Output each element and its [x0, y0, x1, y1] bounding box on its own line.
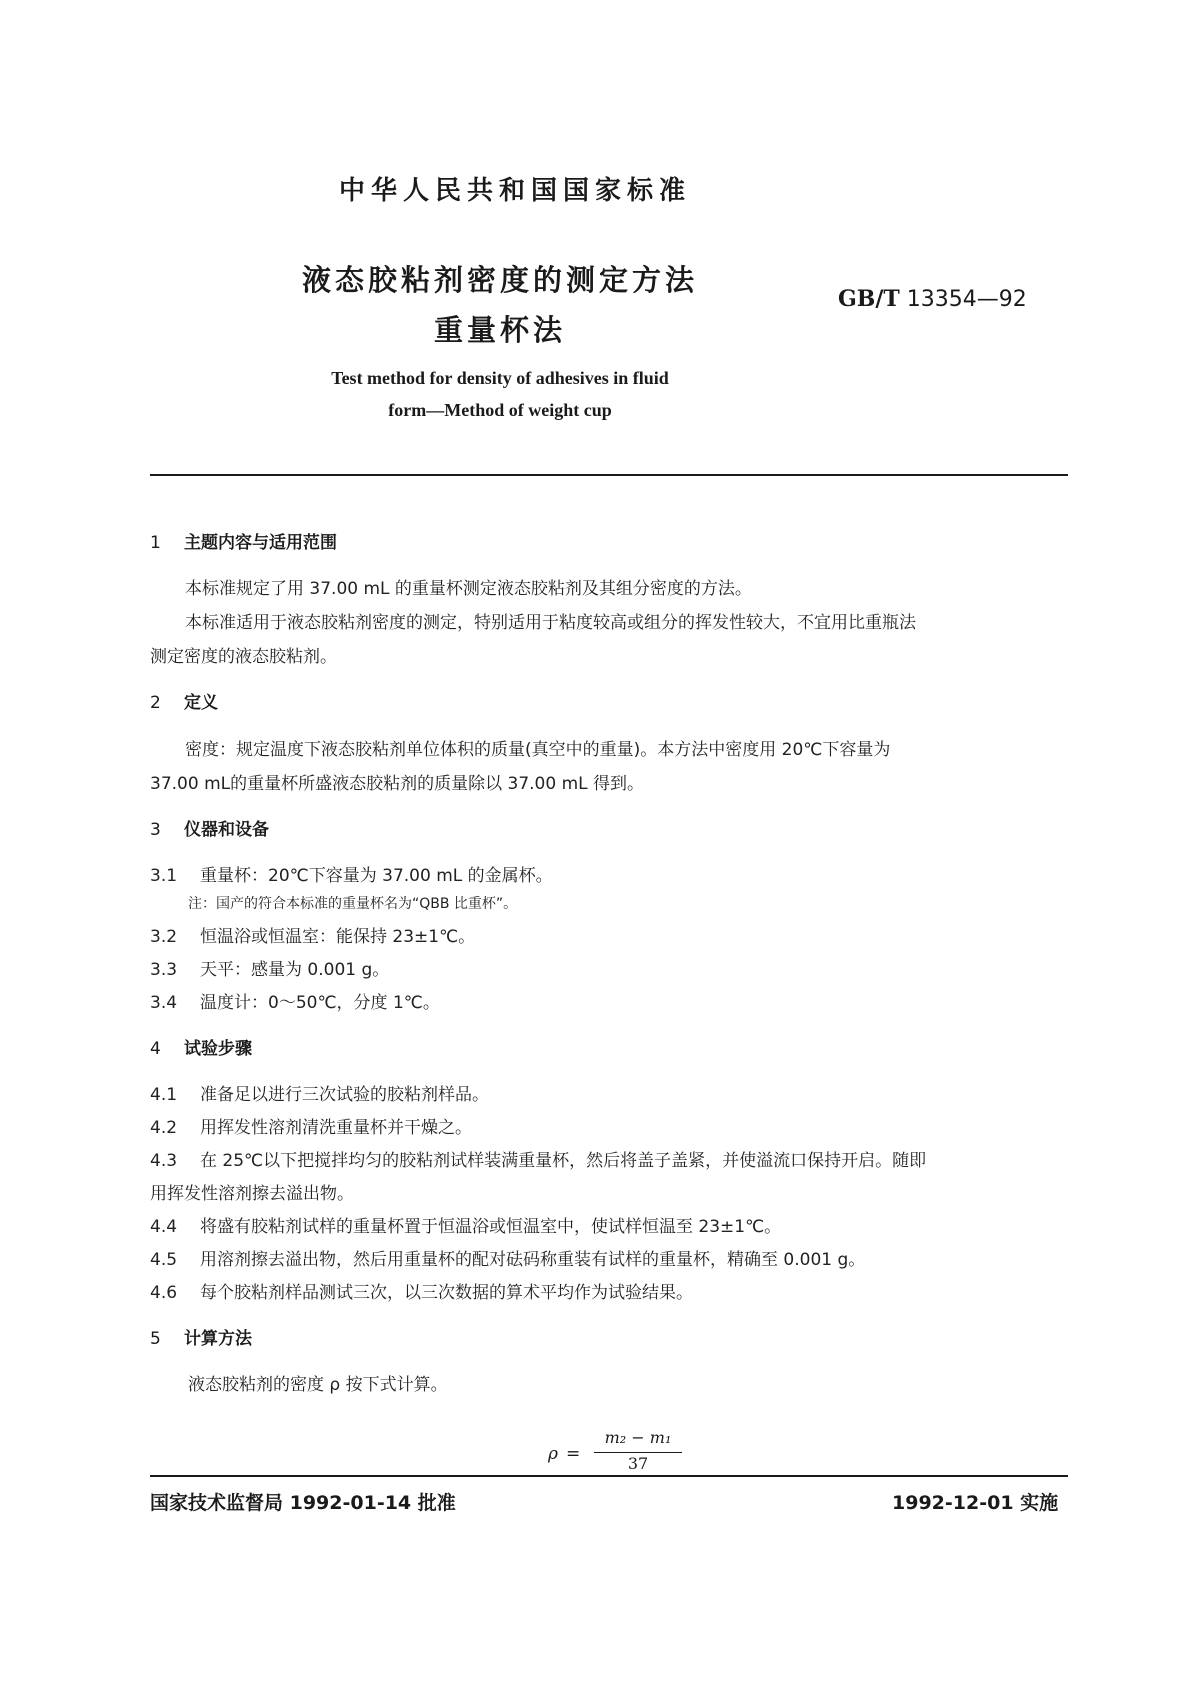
section-2-title: 定义 [184, 693, 218, 713]
section-2-paragraph-a: 密度：规定温度下液态胶粘剂单位体积的质量(真空中的重量)。本方法中密度用 20℃下容量为 [185, 740, 891, 760]
section-5-number: 5 [150, 1329, 161, 1349]
section-1-title: 主题内容与适用范围 [184, 533, 337, 553]
section-1-heading [150, 528, 337, 553]
section-1-paragraph-1: 本标准规定了用 37.00 mL 的重量杯测定液态胶粘剂及其组分密度的方法。 [185, 579, 752, 599]
item-text: 重量杯：20℃下容量为 37.00 mL 的金属杯。 [200, 866, 553, 886]
item-text: 将盛有胶粘剂试样的重量杯置于恒温浴或恒温室中，使试样恒温至 23±1℃。 [200, 1217, 782, 1237]
standard-code-number: 13354—92 [906, 287, 1027, 312]
item-text: 每个胶粘剂样品测试三次，以三次数据的算术平均作为试验结果。 [200, 1283, 693, 1303]
item-number: 4.4 [150, 1217, 178, 1237]
section-3-number: 3 [150, 820, 161, 840]
item-text: 在 25℃以下把搅拌均匀的胶粘剂试样装满重量杯，然后将盖子盖紧，并使溢流口保持开启。随即 [200, 1151, 927, 1171]
item-4-3 [150, 1146, 926, 1171]
standard-code-prefix: GB/T [838, 286, 900, 312]
item-number: 4.3 [150, 1151, 178, 1171]
english-title-line1: Test method for density of adhesives in fluid [331, 368, 669, 388]
item-3-2 [150, 922, 475, 947]
item-number: 4.6 [150, 1283, 178, 1303]
item-number: 4.2 [150, 1118, 178, 1138]
section-4-title: 试验步骤 [184, 1039, 252, 1059]
section-2-paragraph-b: 37.00 mL的重量杯所盛液态胶粘剂的质量除以 37.00 mL 得到。 [150, 774, 645, 794]
item-text: 恒温浴或恒温室：能保持 23±1℃。 [200, 927, 476, 947]
item-text: 用挥发性溶剂清洗重量杯并干燥之。 [200, 1118, 472, 1138]
document-title: 液态胶粘剂密度的测定方法 [301, 263, 698, 297]
item-number: 3.4 [150, 993, 178, 1013]
header-divider [150, 474, 1068, 476]
section-5-title: 计算方法 [184, 1329, 252, 1349]
formula-fraction-bar [594, 1452, 682, 1453]
standard-code [838, 286, 1027, 312]
item-3-1 [150, 861, 553, 886]
item-4-2 [150, 1113, 472, 1138]
item-4-3-continuation: 用挥发性溶剂擦去溢出物。 [150, 1184, 354, 1204]
item-text: 天平：感量为 0.001 g。 [200, 960, 390, 980]
implementation-date: 1992-12-01 实施 [892, 1492, 1059, 1514]
section-1-number: 1 [150, 533, 161, 553]
item-4-4 [150, 1212, 781, 1237]
section-5-paragraph: 液态胶粘剂的密度 ρ 按下式计算。 [188, 1375, 448, 1395]
formula-denominator: 37 [627, 1454, 649, 1473]
item-text: 用溶剂擦去溢出物，然后用重量杯的配对砝码称重装有试样的重量杯，精确至 0.001 g。 [200, 1250, 866, 1270]
item-4-5 [150, 1245, 865, 1270]
item-number: 3.2 [150, 927, 178, 947]
item-3-3 [150, 955, 389, 980]
item-number: 3.1 [150, 866, 178, 886]
section-1-paragraph-2b: 测定密度的液态胶粘剂。 [150, 647, 337, 667]
item-text: 准备足以进行三次试验的胶粘剂样品。 [200, 1085, 489, 1105]
formula-numerator: m₂ − m₁ [604, 1428, 672, 1447]
section-3-note: 注：国产的符合本标准的重量杯名为“QBB 比重杯”。 [188, 896, 518, 912]
footer-divider [150, 1475, 1068, 1477]
item-number: 3.3 [150, 960, 178, 980]
section-2-heading [150, 688, 218, 713]
item-text: 温度计：0～50℃，分度 1℃。 [200, 993, 440, 1013]
section-4-heading [150, 1034, 252, 1059]
section-1-paragraph-2a: 本标准适用于液态胶粘剂密度的测定，特别适用于粘度较高或组分的挥发性较大，不宜用比重瓶法 [185, 613, 916, 633]
national-standard-heading: 中华人民共和国国家标准 [338, 176, 691, 206]
item-number: 4.5 [150, 1250, 178, 1270]
item-number: 4.1 [150, 1085, 178, 1105]
density-formula [548, 1428, 698, 1476]
section-2-number: 2 [150, 693, 161, 713]
section-5-heading [150, 1324, 252, 1349]
formula-equals: = [566, 1444, 581, 1464]
item-4-1 [150, 1080, 489, 1105]
item-3-4 [150, 988, 440, 1013]
document-subtitle: 重量杯法 [433, 313, 566, 347]
english-title-line2: form—Method of weight cup [388, 400, 612, 420]
section-4-number: 4 [150, 1039, 161, 1059]
section-3-heading [150, 815, 269, 840]
item-4-6 [150, 1278, 693, 1303]
section-3-title: 仪器和设备 [184, 820, 269, 840]
approval-date: 国家技术监督局 1992-01-14 批准 [150, 1492, 456, 1514]
formula-lhs: ρ [548, 1444, 558, 1464]
